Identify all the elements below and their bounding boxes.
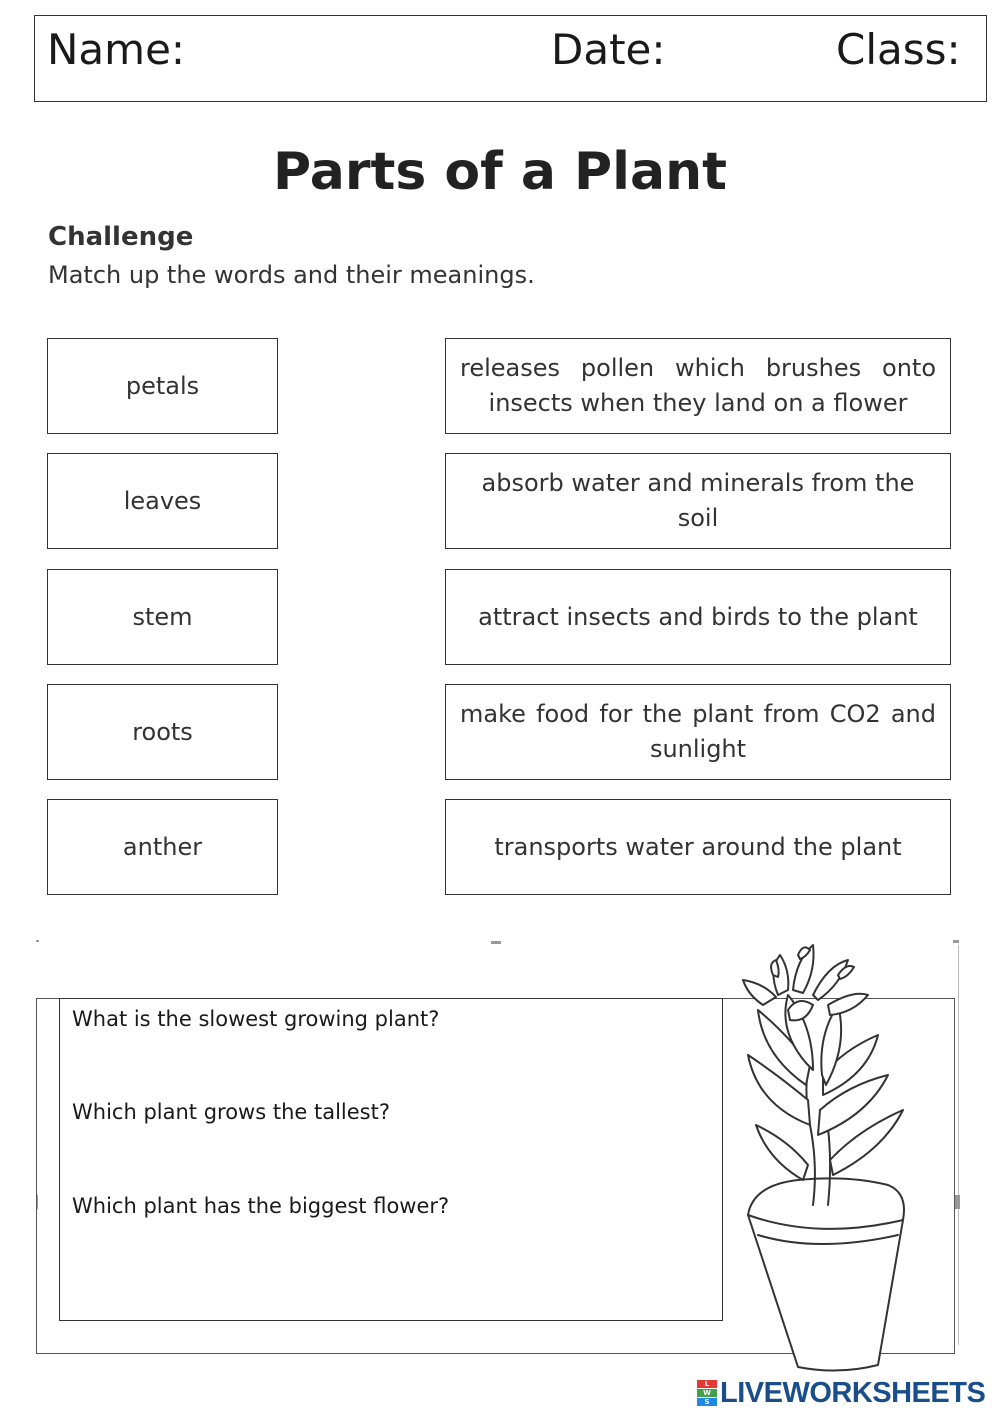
header-box [34, 15, 987, 102]
challenge-heading: Challenge [48, 222, 194, 252]
word-label: leaves [123, 486, 202, 515]
meaning-text: make food for the plant from CO2 and sunlight [460, 700, 936, 763]
question-1: What is the slowest growing plant? [72, 1007, 440, 1031]
meaning-box-1[interactable] [445, 338, 951, 434]
word-label: stem [132, 602, 193, 631]
meaning-text: absorb water and minerals from the soil [481, 469, 915, 532]
logo-mark-icon: L W S [697, 1380, 717, 1406]
word-box-anther[interactable] [47, 799, 278, 895]
potted-plant-icon [718, 935, 968, 1385]
meaning-text: releases pollen which brushes onto insects when they land on a flower [460, 354, 936, 417]
word-label: petals [125, 371, 200, 400]
word-label: anther [122, 832, 203, 861]
word-box-petals[interactable] [47, 338, 278, 434]
meaning-box-3[interactable] [445, 569, 951, 665]
liveworksheets-logo [697, 1376, 985, 1410]
meaning-box-2[interactable] [445, 453, 951, 549]
name-label: Name: [47, 25, 186, 74]
word-box-stem[interactable] [47, 569, 278, 665]
date-label: Date: [551, 25, 666, 74]
logo-text: LIVEWORKSHEETS [720, 1376, 986, 1409]
class-label: Class: [836, 25, 961, 74]
word-label: roots [132, 717, 193, 746]
crop-mark [36, 940, 39, 942]
page-title: Parts of a Plant [273, 142, 727, 202]
meaning-text: attract insects and birds to the plant [478, 602, 918, 631]
meaning-box-4[interactable] [445, 684, 951, 780]
challenge-instruction: Match up the words and their meanings. [48, 261, 535, 289]
question-2: Which plant grows the tallest? [72, 1100, 390, 1124]
word-box-leaves[interactable] [47, 453, 278, 549]
meaning-box-5[interactable] [445, 799, 951, 895]
word-box-roots[interactable] [47, 684, 278, 780]
question-box [59, 998, 723, 1321]
question-3: Which plant has the biggest flower? [72, 1194, 450, 1218]
meaning-text: transports water around the plant [494, 832, 902, 861]
crop-mark [491, 941, 501, 944]
